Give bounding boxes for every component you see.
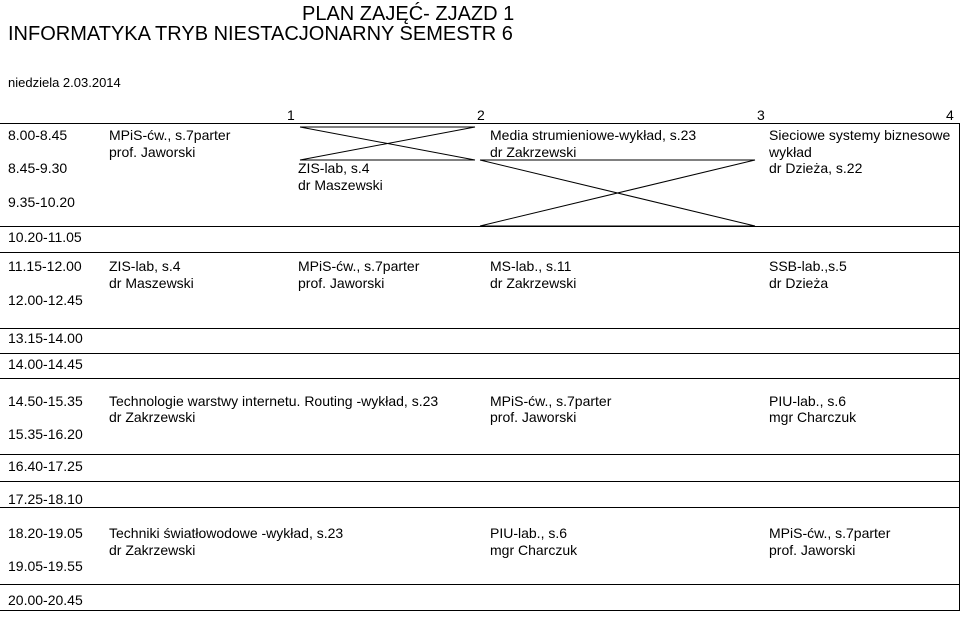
class-subject: MPiS-ćw., s.7parter <box>298 258 420 274</box>
column-number-4: 4 <box>946 107 954 123</box>
class-subject: PIU-lab., s.6 <box>769 393 847 409</box>
class-subject: SSB-lab.,s.5 <box>769 258 847 274</box>
time-slot: 14.00-14.45 <box>8 356 83 372</box>
program-title: INFORMATYKA TRYB NIESTACJONARNY SEMESTR 6 <box>8 23 513 45</box>
class-teacher: prof. Jaworski <box>769 542 856 558</box>
time-slot: 20.00-20.45 <box>8 592 83 608</box>
time-slot: 17.25-18.10 <box>8 491 83 507</box>
class-teacher: prof. Jaworski <box>109 144 196 160</box>
class-teacher: dr Zakrzewski <box>490 144 577 160</box>
time-slot: 8.00-8.45 <box>8 127 68 143</box>
class-teacher: mgr Charczuk <box>490 542 578 558</box>
class-teacher: prof. Jaworski <box>490 409 577 425</box>
class-subject: ZIS-lab, s.4 <box>298 160 370 176</box>
time-slot: 11.15-12.00 <box>8 258 82 274</box>
class-subject: PIU-lab., s.6 <box>490 525 568 541</box>
class-teacher: dr Maszewski <box>298 177 383 193</box>
class-subject: MPiS-ćw., s.7parter <box>769 525 891 541</box>
class-subject: ZIS-lab, s.4 <box>109 258 181 274</box>
class-teacher: dr Zakrzewski <box>109 409 196 425</box>
column-number-1: 1 <box>287 107 295 123</box>
class-teacher: prof. Jaworski <box>298 275 385 291</box>
time-slot: 8.45-9.30 <box>8 160 68 176</box>
class-subject: MS-lab., s.11 <box>490 258 572 274</box>
class-teacher: mgr Charczuk <box>769 409 857 425</box>
class-subject: MPiS-ćw., s.7parter <box>490 393 612 409</box>
class-subject: Technologie warstwy internetu. Routing -wykład, s.23 <box>109 393 439 409</box>
time-slot: 19.05-19.55 <box>8 558 83 574</box>
time-slot: 9.35-10.20 <box>8 194 75 210</box>
plan-title: PLAN ZAJĘĆ- ZJAZD 1 <box>302 3 515 25</box>
time-slot: 14.50-15.35 <box>8 393 83 409</box>
class-teacher: dr Maszewski <box>109 275 194 291</box>
class-teacher: dr Dzieża <box>769 275 829 291</box>
schedule-date: niedziela 2.03.2014 <box>8 75 121 90</box>
class-teacher: dr Dzieża, s.22 <box>769 160 863 176</box>
time-slot: 10.20-11.05 <box>8 229 82 245</box>
column-number-2: 2 <box>477 107 485 123</box>
time-slot: 13.15-14.00 <box>8 330 83 346</box>
time-slot: 12.00-12.45 <box>8 292 83 308</box>
time-slot: 15.35-16.20 <box>8 426 83 442</box>
class-type: wykład <box>769 144 812 160</box>
class-subject: Techniki światłowodowe -wykład, s.23 <box>109 525 344 541</box>
class-teacher: dr Zakrzewski <box>109 542 196 558</box>
class-subject: MPiS-ćw., s.7parter <box>109 127 231 143</box>
time-slot: 16.40-17.25 <box>8 458 83 474</box>
column-number-3: 3 <box>757 107 765 123</box>
class-teacher: dr Zakrzewski <box>490 275 577 291</box>
time-slot: 18.20-19.05 <box>8 525 83 541</box>
class-subject: Media strumieniowe-wykład, s.23 <box>490 127 697 143</box>
class-subject: Sieciowe systemy biznesowe <box>769 127 951 143</box>
